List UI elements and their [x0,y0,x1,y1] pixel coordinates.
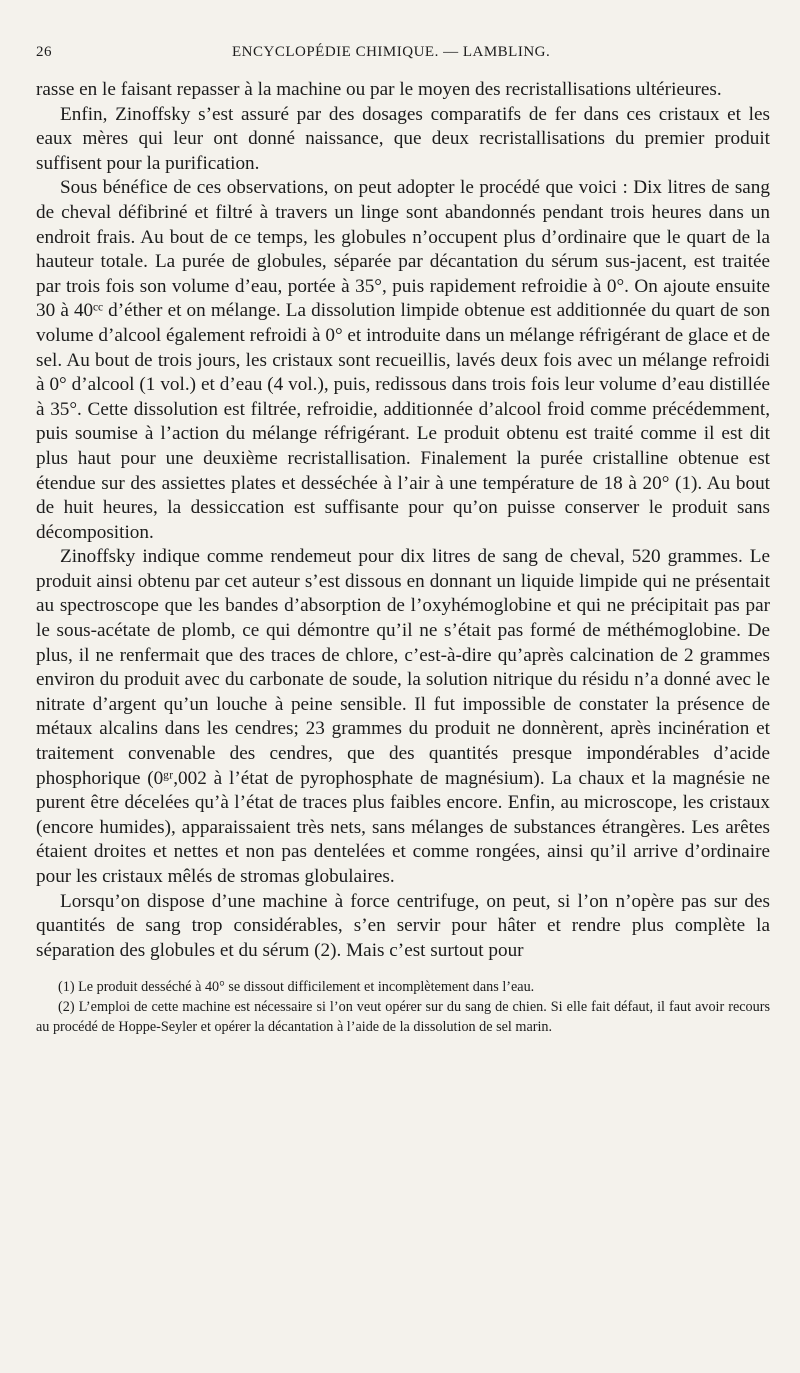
footnote: (2) L’emploi de cette machine est nécessaire si l’on veut opérer sur du sang de chien. Si elle fait défaut, il faut avoir recours au procédé de Hoppe-Seyler et opérer la décantation à l’aide de la dissolution de sel marin. [36,999,770,1036]
paragraph: rasse en le faisant repasser à la machine ou par le moyen des recristallisations ultérieures. [36,79,722,100]
running-head: ENCYCLOPÉDIE CHIMIQUE. — LAMBLING. [232,44,551,60]
body-text [36,78,770,963]
footnotes [36,977,770,1037]
page-number: 26 [36,44,52,60]
paragraph: Enfin, Zinoffsky s’est assuré par des dosages comparatifs de fer dans ces cristaux et les eaux mères qui leur ont donné naissance, que deux recristallisations du premier produit suffisent pour la purification. [36,103,770,174]
footnote: (1) Le produit desséché à 40° se dissout difficilement et incomplètement dans l’eau. [58,979,535,996]
page-header [36,44,770,78]
paragraph: Lorsqu’on dispose d’une machine à force centrifuge, on peut, si l’on n’opère pas sur des quantités de sang trop considérables, s’en servir pour hâter et rendre plus complète la séparation des globules et du sérum (2). Mais c’est surtout pour [36,890,770,961]
paragraph: Zinoffsky indique comme rendemeut pour dix litres de sang de cheval, 520 grammes. Le produit ainsi obtenu par cet auteur s’est dissous en donnant un liquide limpide qui ne présentait au spectroscope que les bandes d’absorption de l’oxyhémoglobine et qui ne précipitait pas par le sous-acétate de plomb, ce qui démontre qu’il ne s’était pas formé de méthémoglobine. De plus, il ne renfermait que des traces de chlore, c’est-à-dire qu’après calcination de 2 grammes environ du produit avec du carbonate de soude, la solution nitrique du résidu n’a donné avec le nitrate d’argent qu’un louche à peine sensible. Il fut impossible de constater la présence de métaux alcalins dans les cendres; 23 grammes du produit ne donnèrent, après incinération et traitement convenable des cendres, que des quantités presque impondérables d’acide phosphorique (0ᵍʳ,002 à l’état de pyrophosphate de magnésium). La chaux et la magnésie ne purent être décelées qu’à l’état de traces plus faibles encore. Enfin, au microscope, les cristaux (encore humides), apparaissaient très nets, sans mélanges de substances étrangères. Les arêtes étaient droites et nettes et non pas dentelées et comme rongées, ainsi qu’il arrive d’ordinaire pour les cristaux mêlés de stromas globulaires. [36,546,770,887]
paragraph: Sous bénéfice de ces observations, on peut adopter le procédé que voici : Dix litres de sang de cheval défibriné et filtré à travers un linge sont abandonnés pendant trois heures dans un endroit frais. Au bout de ce temps, les globules n’occupent plus d’ordinaire que le quart de la hauteur totale. La purée de globules, séparée par décantation du sérum sus-jacent, est traitée par trois fois son volume d’eau, portée à 35°, puis rapidement refroidie à 0°. On ajoute ensuite 30 à 40ᶜᶜ d’éther et on mélange. La dissolution limpide obtenue est additionnée du quart de son volume d’alcool également refroidi à 0° et introduite dans un mélange réfrigérant de glace et de sel. Au bout de trois jours, les cristaux sont recueillis, lavés deux fois avec un mélange refroidi à 0° d’alcool (1 vol.) et d’eau (4 vol.), puis, redissous dans trois fois leur volume d’eau distillée à 35°. Cette dissolution est filtrée, refroidie, additionnée d’alcool froid comme précédemment, puis soumise à l’action du mélange réfrigérant. Le produit obtenu est traité comme il est dit plus haut pour une deuxième recristallisation. Finalement la purée cristalline obtenue est étendue sur des assiettes plates et desséchée à l’air à une température de 18 à 20° (1). Au bout de huit heures, la dessiccation est suffisante pour qu’on puisse conserver le produit sans décomposition. [36,177,770,543]
